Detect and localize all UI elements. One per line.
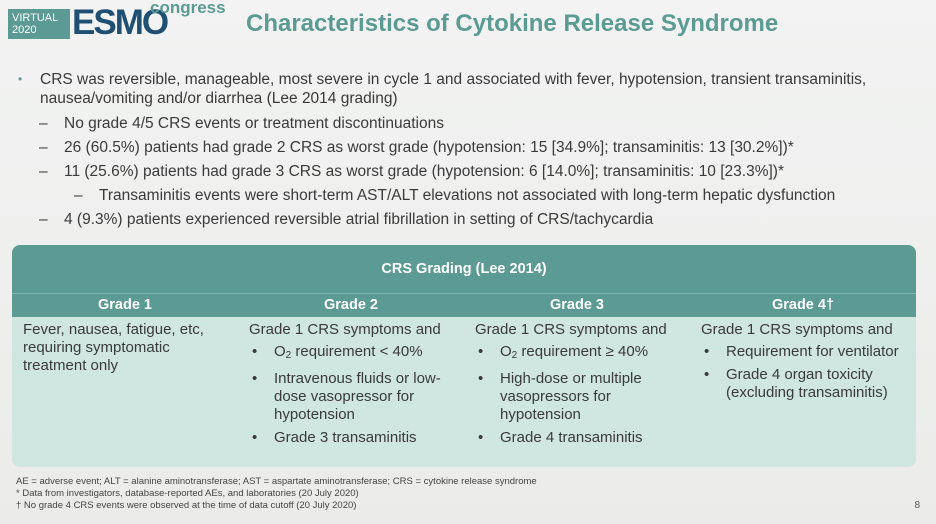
footnotes	[16, 476, 537, 512]
grade-3-item-vasopressors: • High-dose or multiple vasopressors for hypotension	[475, 370, 682, 424]
crs-grading-table	[12, 245, 916, 467]
bullet-sub-4: – 4 (9.3%) patients experienced reversible atrial fibrillation in setting of CRS/tachycardia	[14, 210, 924, 229]
bullet-sub-1: – No grade 4/5 CRS events or treatment discontinuations	[14, 114, 924, 133]
table-header-row	[12, 293, 916, 317]
bullet-sub-2: – 26 (60.5%) patients had grade 2 CRS as worst grade (hypotension: 15 [34.9%]; transaminitis: 13 [30.2%])*	[14, 138, 924, 157]
grade-2-item-fluids: • Intravenous fluids or low-dose vasopressor for hypotension	[249, 370, 456, 424]
bullet-list	[14, 70, 924, 234]
grade-2-item-o2: • $O_2$ requirement < 40%	[249, 343, 456, 365]
footnote-dagger: † No grade 4 CRS events were observed at the time of data cutoff (20 July 2020)	[16, 500, 357, 511]
cell-grade-1	[12, 321, 238, 452]
bullet-sub-3: – 11 (25.6%) patients had grade 3 CRS as worst grade (hypotension: 6 [14.0%]; transaminitis: 10 [23.3%])*	[14, 162, 924, 181]
logo-year-text: 2020	[12, 24, 37, 36]
column-header-grade-4: Grade 4†	[771, 297, 835, 313]
grade-3-item-o2: • $O_2$ requirement ≥ 40%	[475, 343, 682, 365]
table-body	[12, 317, 916, 452]
bullet-sub-3a: – Transaminitis events were short-term AST/ALT elevations not associated with long-term hepatic dysfunction	[14, 186, 924, 205]
grade-3-item-transaminitis: • Grade 4 transaminitis	[475, 429, 682, 447]
column-header-grade-2: Grade 2	[324, 297, 378, 313]
page-number: 8	[914, 500, 920, 511]
grade-3-lead: Grade 1 CRS symptoms and	[475, 321, 667, 338]
column-header-grade-3: Grade 3	[550, 297, 604, 313]
cell-grade-2	[238, 321, 464, 452]
grade-2-lead: Grade 1 CRS symptoms and	[249, 321, 441, 338]
grade-4-item-organ-toxicity: • Grade 4 organ toxicity (excluding transaminitis)	[701, 366, 908, 402]
cell-grade-4	[690, 321, 916, 452]
bullet-main: • CRS was reversible, manageable, most severe in cycle 1 and associated with fever, hypotension, transient transaminitis, nausea/vomiting and/or diarrhea (Lee 2014 grading)	[14, 70, 924, 108]
grade-4-lead: Grade 1 CRS symptoms and	[701, 321, 893, 338]
grade-1-description: Fever, nausea, fatigue, etc, requiring symptomatic treatment only	[23, 321, 204, 374]
footnote-abbreviations: AE = adverse event; ALT = alanine aminotransferase; AST = aspartate aminotransferase; CRS = cytokine release syndrome	[16, 476, 537, 487]
logo-congress-text: congress	[150, 0, 226, 17]
cell-grade-3	[464, 321, 690, 452]
logo-virtual-text: VIRTUAL	[12, 12, 59, 24]
logo-esmo-text: ESMO	[72, 3, 168, 42]
virtual-2020-badge	[8, 9, 70, 39]
table-title: CRS Grading (Lee 2014)	[12, 245, 916, 293]
footnote-asterisk: * Data from investigators, database-reported AEs, and laboratories (20 July 2020)	[16, 488, 359, 499]
column-header-grade-1: Grade 1	[98, 297, 152, 313]
grade-2-item-transaminitis: • Grade 3 transaminitis	[249, 429, 456, 447]
slide-title: Characteristics of Cytokine Release Syndrome	[246, 10, 779, 37]
grade-4-item-ventilator: • Requirement for ventilator	[701, 343, 908, 361]
